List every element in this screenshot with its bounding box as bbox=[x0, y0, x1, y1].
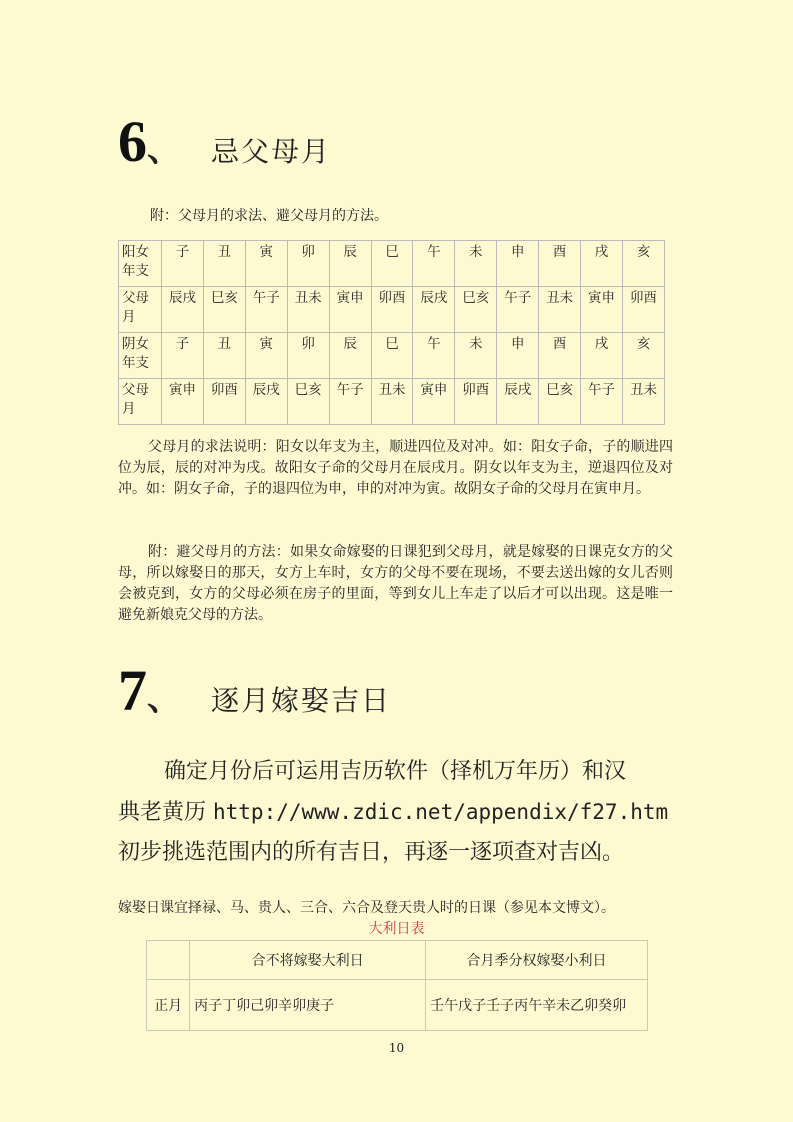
zdic-link[interactable]: http://www.zdic.net/appendix/f27.htm bbox=[213, 800, 669, 824]
header-cell bbox=[147, 941, 190, 980]
table-cell: 辰 bbox=[329, 241, 371, 287]
table-cell: 未 bbox=[455, 241, 497, 287]
section-7-heading bbox=[118, 657, 391, 724]
table-row bbox=[119, 241, 665, 287]
software-text-line3: 初步挑选范围内的所有吉日，再逐一逐项查对吉凶。 bbox=[118, 840, 625, 865]
table-cell: 辰 bbox=[329, 333, 371, 379]
section-separator: 、 bbox=[147, 130, 181, 170]
section-number: 7 bbox=[118, 658, 145, 723]
table-cell: 寅申 bbox=[413, 379, 455, 425]
table-cell: 亥 bbox=[622, 333, 664, 379]
table-cell: 卯 bbox=[287, 241, 329, 287]
table-cell: 午子 bbox=[329, 379, 371, 425]
table-cell: 丑未 bbox=[287, 287, 329, 333]
software-paragraph bbox=[118, 752, 678, 873]
table-row bbox=[119, 333, 665, 379]
table-cell: 午子 bbox=[497, 287, 539, 333]
table-cell: 巳亥 bbox=[455, 287, 497, 333]
table-cell: 丑未 bbox=[622, 379, 664, 425]
table-cell: 丑未 bbox=[539, 287, 581, 333]
note-text: 附：父母月的求法、避父母月的方法。 bbox=[150, 208, 388, 224]
table-cell: 寅申 bbox=[581, 287, 623, 333]
avoidance-paragraph bbox=[118, 542, 673, 626]
table-cell: 巳 bbox=[371, 241, 413, 287]
page-number: 10 bbox=[388, 1041, 405, 1055]
table-cell: 丑未 bbox=[371, 379, 413, 425]
month-cell: 正月 bbox=[147, 980, 190, 1031]
table-cell: 戌 bbox=[581, 241, 623, 287]
table-cell: 午 bbox=[413, 241, 455, 287]
row-header-cell: 阳女年支 bbox=[119, 241, 162, 287]
table-cell: 未 bbox=[455, 333, 497, 379]
table-title: 大利日表 bbox=[368, 921, 425, 937]
table-cell: 午子 bbox=[581, 379, 623, 425]
software-text-line1: 确定月份后可运用吉历软件（择机万年历）和汉 bbox=[164, 759, 627, 784]
section-6-heading bbox=[118, 108, 331, 175]
table-row bbox=[119, 287, 665, 333]
row-header-cell: 父母月 bbox=[119, 379, 162, 425]
small-benefit-cell: 壬午戊子壬子丙午辛未乙卯癸卯 bbox=[426, 980, 648, 1031]
table-cell: 丑 bbox=[203, 241, 245, 287]
header-cell: 合不将嫁娶大利日 bbox=[190, 941, 426, 980]
table-cell: 亥 bbox=[622, 241, 664, 287]
avoidance-text: 附：避父母月的方法：如果女命嫁娶的日课犯到父母月，就是嫁娶的日课克女方的父母，所以嫁娶日的那天，女方上车时，女方的父母不要在现场，不要去送出嫁的女儿否则会被克到，女方的父母必须在房子的里面，等到女儿上车走了以后才可以出现。这是唯一避免新娘克父母的方法。 bbox=[118, 544, 673, 623]
section-separator: 、 bbox=[147, 679, 181, 719]
table-cell: 申 bbox=[497, 241, 539, 287]
table-cell: 巳亥 bbox=[539, 379, 581, 425]
caption-text: 嫁娶日课宜择禄、马、贵人、三合、六合及登天贵人时的日课（参见本文博文）。 bbox=[118, 900, 615, 916]
table-row bbox=[119, 379, 665, 425]
section-number: 6 bbox=[118, 109, 145, 174]
table-cell: 酉 bbox=[539, 241, 581, 287]
table-cell: 卯酉 bbox=[203, 379, 245, 425]
table-cell: 卯酉 bbox=[455, 379, 497, 425]
software-text-line2: 典老黄历 bbox=[118, 800, 213, 825]
table-cell: 酉 bbox=[539, 333, 581, 379]
table-cell: 辰戌 bbox=[497, 379, 539, 425]
table-cell: 卯酉 bbox=[622, 287, 664, 333]
table-cell: 子 bbox=[162, 333, 204, 379]
table-cell: 卯 bbox=[287, 333, 329, 379]
row-header-cell: 阴女年支 bbox=[119, 333, 162, 379]
section-title: 逐月嫁娶吉日 bbox=[211, 684, 392, 717]
row-header-cell: 父母月 bbox=[119, 287, 162, 333]
table-cell: 卯酉 bbox=[371, 287, 413, 333]
table-row bbox=[147, 980, 648, 1031]
table-cell: 巳亥 bbox=[203, 287, 245, 333]
table-cell: 辰戌 bbox=[162, 287, 204, 333]
big-benefit-cell: 丙子丁卯己卯辛卯庚子 bbox=[190, 980, 426, 1031]
table-cell: 午 bbox=[413, 333, 455, 379]
table-cell: 寅申 bbox=[329, 287, 371, 333]
explanation-paragraph bbox=[118, 437, 673, 500]
table-cell: 寅 bbox=[245, 333, 287, 379]
auspicious-day-table bbox=[146, 940, 648, 1031]
table-cell: 戌 bbox=[581, 333, 623, 379]
table-header-row bbox=[147, 941, 648, 980]
parent-month-table bbox=[118, 240, 665, 425]
table-cell: 辰戌 bbox=[245, 379, 287, 425]
table-cell: 辰戌 bbox=[413, 287, 455, 333]
table-cell: 寅 bbox=[245, 241, 287, 287]
table-cell: 午子 bbox=[245, 287, 287, 333]
header-cell: 合月季分权嫁娶小利日 bbox=[426, 941, 648, 980]
table-cell: 子 bbox=[162, 241, 204, 287]
table-cell: 巳 bbox=[371, 333, 413, 379]
table-cell: 巳亥 bbox=[287, 379, 329, 425]
table-cell: 申 bbox=[497, 333, 539, 379]
explanation-text: 父母月的求法说明：阳女以年支为主，顺进四位及对冲。如：阳女子命，子的顺进四位为辰，辰的对冲为戌。故阳女子命的父母月在辰戌月。阴女以年支为主，逆退四位及对冲。如：阴女子命，子的退四位为申，申的对冲为寅。故阴女子命的父母月在寅申月。 bbox=[118, 439, 673, 497]
section-title: 忌父母月 bbox=[211, 135, 332, 168]
table-cell: 丑 bbox=[203, 333, 245, 379]
table-cell: 寅申 bbox=[162, 379, 204, 425]
